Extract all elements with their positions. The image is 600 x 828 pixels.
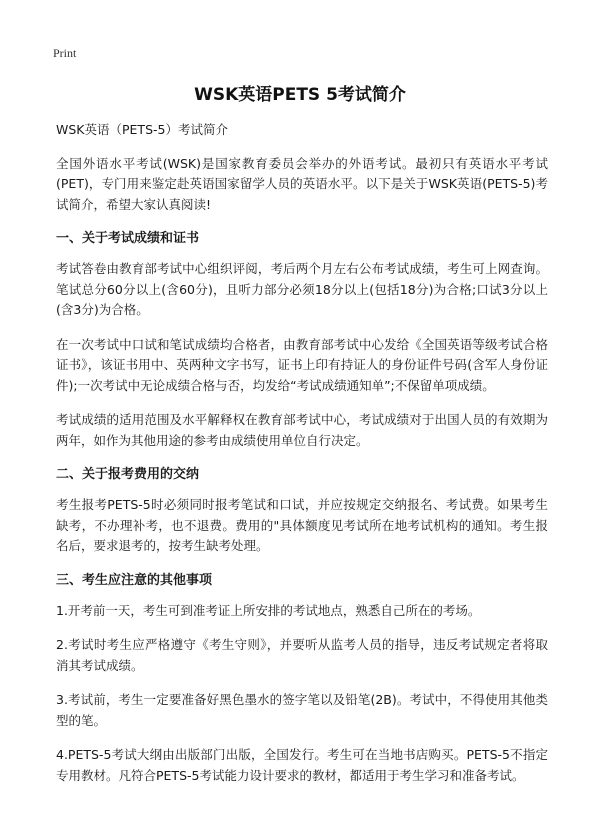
print-link[interactable]: Print [53,46,77,60]
paragraph: 考生报考PETS-5时必须同时报考笔试和口试，并应按规定交纳报名、考试费。如果考生缺考，不办理补考，也不退费。费用的"具体额度见考试所在地考试机构的通知。考生报名后，要求退考的，按考生缺考处理。 [56,497,548,553]
section-heading-scores: 一、关于考试成绩和证书 [56,231,200,246]
list-item: 3.考试前，考生一定要准备好黑色墨水的签字笔以及铅笔(2B)。考试中，不得使用其他类型的笔。 [56,692,548,728]
article-body [56,120,548,800]
article-subtitle: WSK英语（PETS-5）考试简介 [56,122,228,137]
page-title: WSK英语PETS 5考试简介 [194,85,406,105]
section-heading-notes: 三、考生应注意的其他事项 [56,572,213,588]
list-item: 4.PETS-5考试大纲由出版部门出版，全国发行。考生可在当地书店购买。PETS-5不指定专用教材。凡符合PETS-5考试能力设计要求的教材，都适用于考生学习和准备考试。 [56,747,548,783]
list-item: 2.考试时考生应严格遵守《考生守则》，并要听从监考人员的指导，违反考试规定者将取消其考试成绩。 [56,637,548,673]
paragraph: 在一次考试中口试和笔试成绩均合格者，由教育部考试中心发给《全国英语等级考试合格证书》，该证书用中、英两种文字书写，证书上印有持证人的身份证件号码(含军人身份证件);一次考试中无论成绩合格与否，均发给“考试成绩通知单”;不保留单项成绩。 [56,336,548,393]
section-heading-fees: 二、关于报考费用的交纳 [56,467,200,482]
paragraph: 考试成绩的适用范围及水平解释权在教育部考试中心，考试成绩对于出国人员的有效期为两年，如作为其他用途的参考由成绩使用单位自行决定。 [56,412,548,448]
list-item: 1.开考前一天，考生可到准考证上所安排的考试地点，熟悉自己所在的考场。 [56,602,481,618]
intro-paragraph: 全国外语水平考试(WSK)是国家教育委员会举办的外语考试。最初只有英语水平考试(PET)，专门用来鉴定赴英语国家留学人员的英语水平。以下是关于WSK英语(PETS-5)考试简介，希望大家认真阅读! [56,155,548,212]
paragraph: 考试答卷由教育部考试中心组织评阅，考后两个月左右公布考试成绩，考生可上网查询。笔试总分60分以上(含60分)，且听力部分必须18分以上(包括18分)为合格;口试3分以上(含3分)为合格。 [56,261,548,317]
